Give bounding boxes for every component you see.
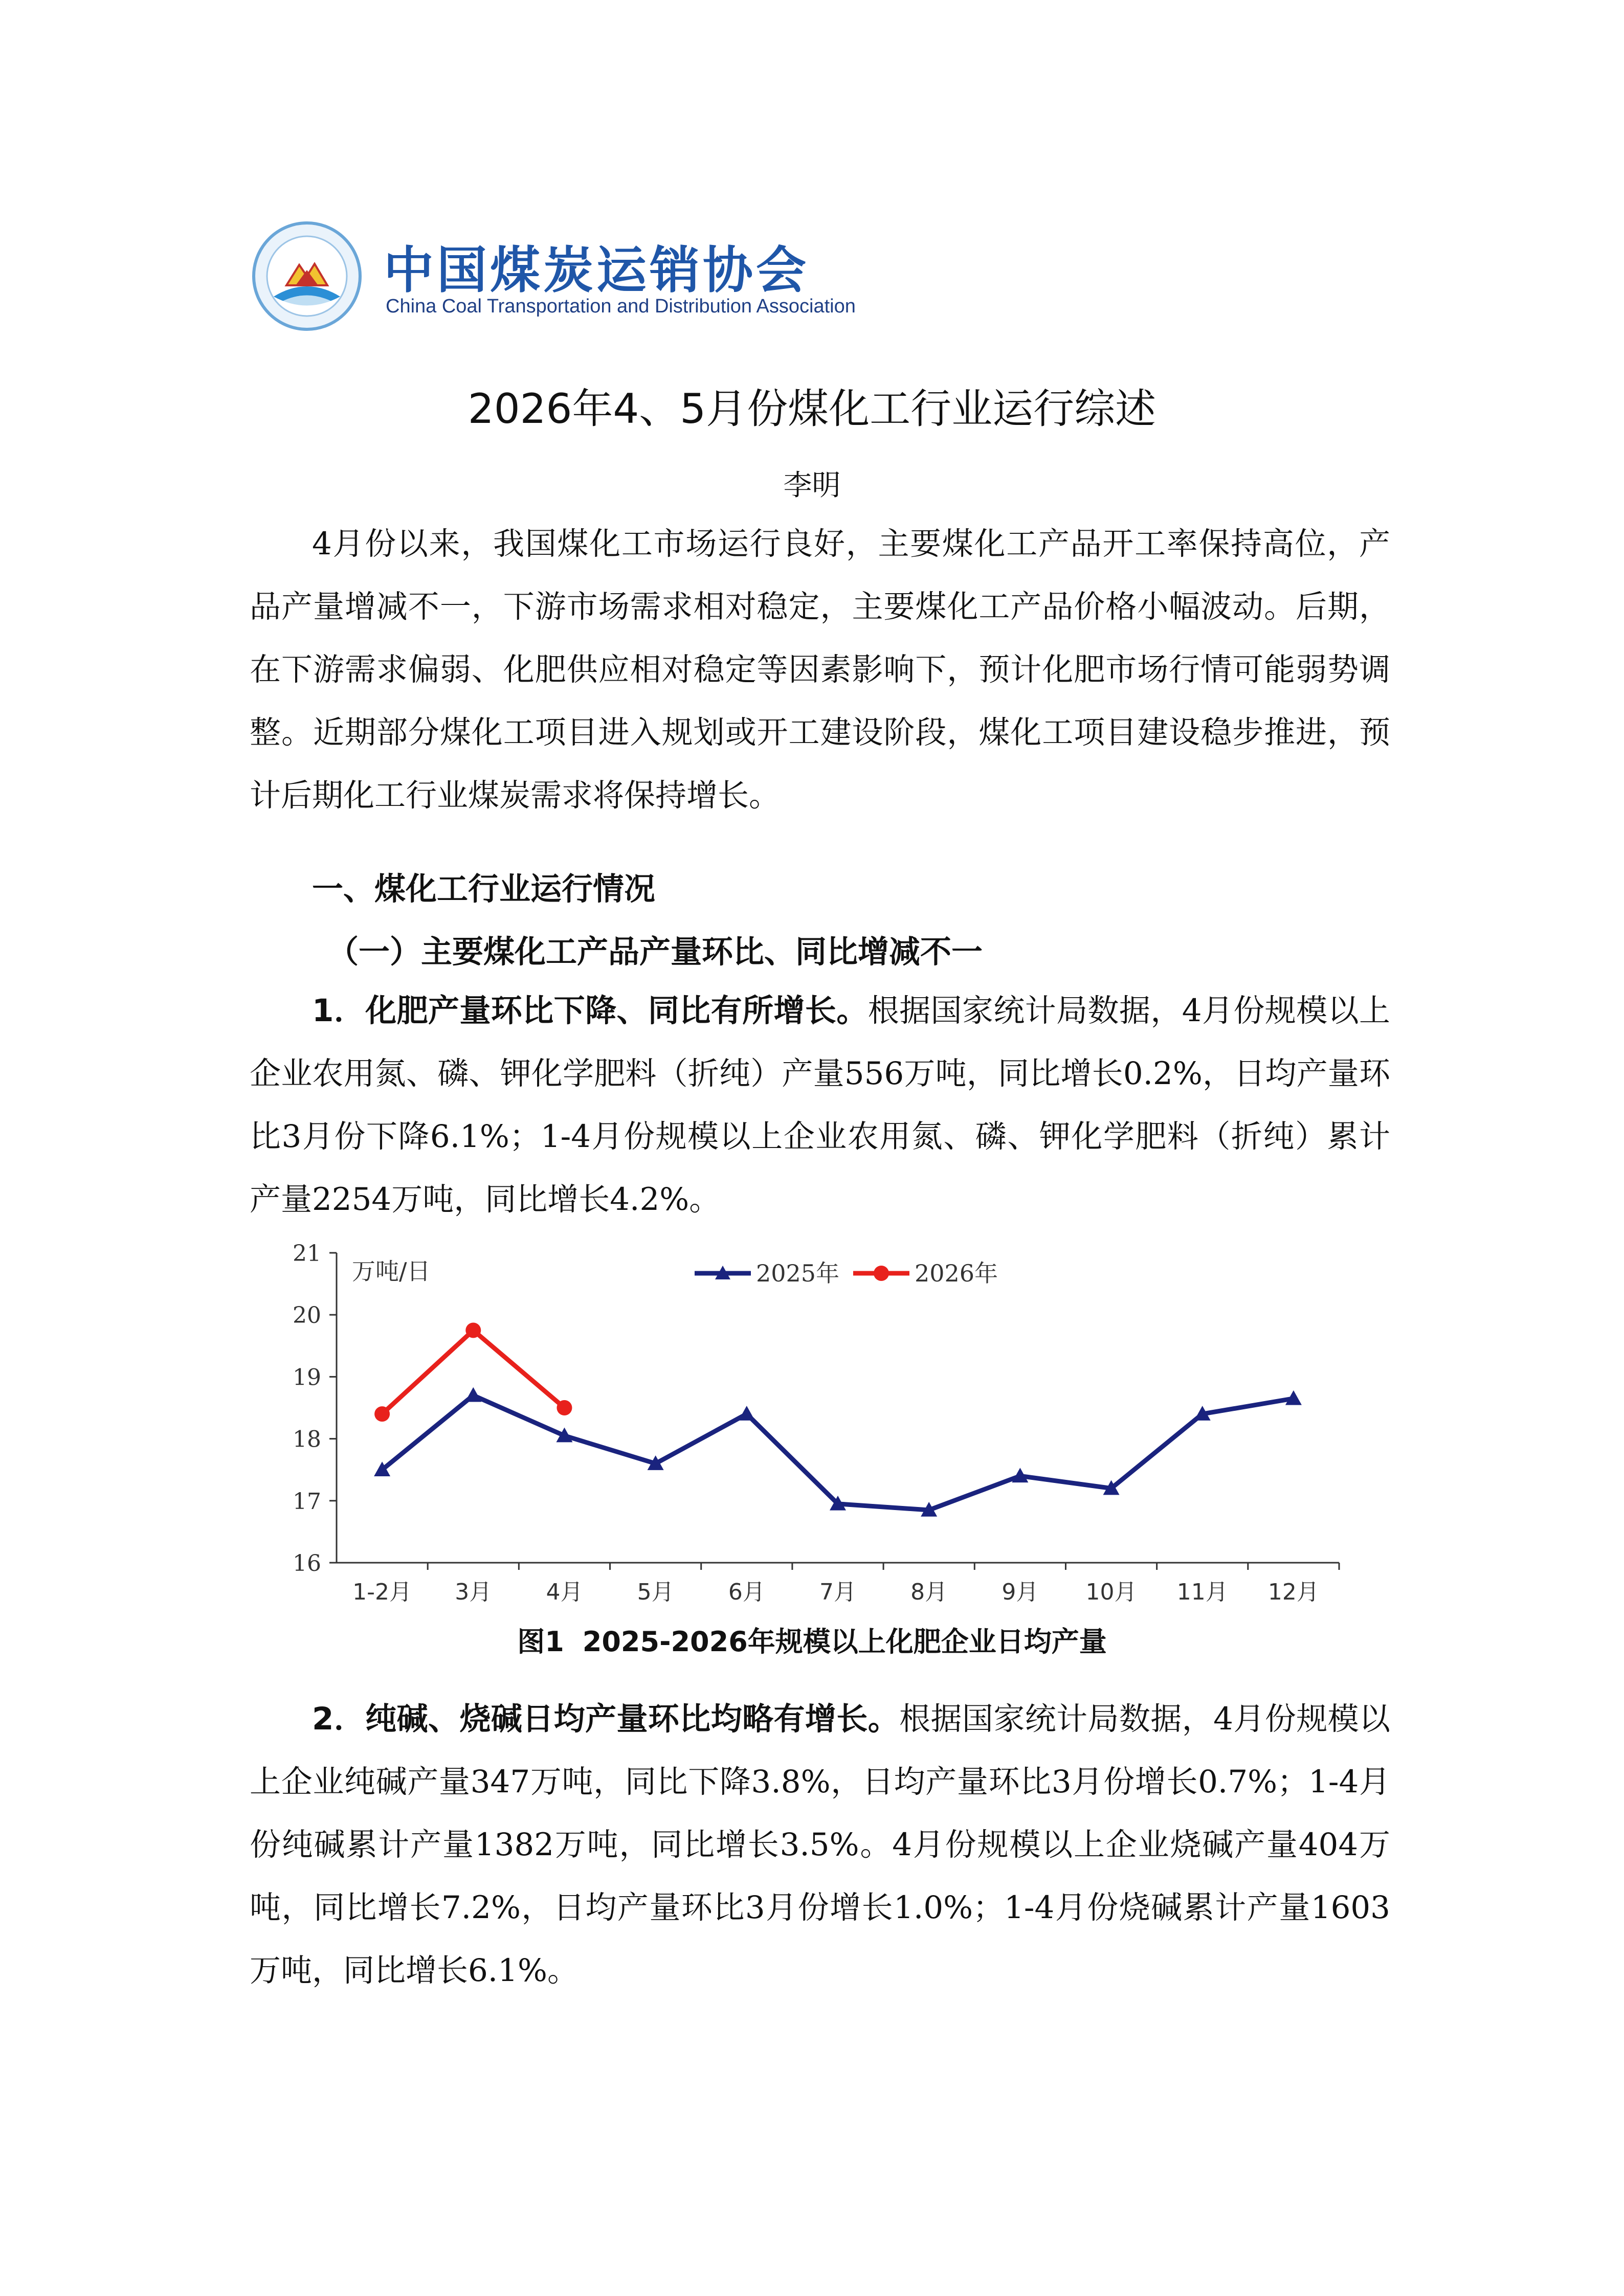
association-logo-icon [251,220,363,332]
data-point-marker [557,1400,572,1415]
data-point-marker [465,1387,481,1402]
y-axis-unit-label: 万吨/日 [352,1257,431,1285]
fertilizer-lead: 1．化肥产量环比下降、同比有所增长。 [312,993,868,1029]
y-tick-label: 17 [293,1488,321,1515]
x-tick-label: 12月 [1267,1579,1319,1605]
fertilizer-daily-output-chart [250,1237,1390,1626]
x-tick-label: 10月 [1085,1579,1137,1605]
org-name-cn: 中国煤炭运销协会 [384,241,810,300]
y-tick-label: 18 [293,1426,321,1453]
intro-paragraph: 4月份以来，我国煤化工市场运行良好，主要煤化工产品开工率保持高位，产品产量增减不一，下游市场需求相对稳定，主要煤化工产品价格小幅波动。后期，在下游需求偏弱、化肥供应相对稳定等因素影响下，预计化肥市场行情可能弱势调整。近期部分煤化工项目进入规划或开工建设阶段，煤化工项目建设稳步推进，预计后期化工行业煤炭需求将保持增长。 [250,526,1390,814]
document-author: 李明 [783,469,841,502]
figure-caption-text: 2025-2026年规模以上化肥企业日均产量 [582,1626,1107,1658]
x-tick-label: 3月 [455,1579,492,1605]
x-tick-label: 7月 [819,1579,856,1605]
x-tick-label: 8月 [910,1579,948,1605]
soda-lead: 2．纯碱、烧碱日均产量环比均略有增长。 [312,1701,900,1737]
x-tick-label: 5月 [637,1579,674,1605]
fertilizer-body: 根据国家统计局数据，4月份规模以上企业农用氮、磷、钾化学肥料（折纯）产量556万吨，同比增长0.2%，日均产量环比3月份下降6.1%；1-4月份规模以上企业农用氮、磷、钾化学肥料（折纯）累计产量2254万吨，同比增长4.2%。 [250,993,1390,1218]
soda-body: 根据国家统计局数据，4月份规模以上企业纯碱产量347万吨，同比下降3.8%，日均产量环比3月份增长0.7%；1-4月份纯碱累计产量1382万吨，同比增长3.5%。4月份规模以上企业烧碱产量404万吨，同比增长7.2%，日均产量环比3月份增长1.0%；1-4月份烧碱累计产量1603万吨，同比增长6.1%。 [250,1701,1390,1989]
x-tick-label: 6月 [728,1579,765,1605]
legend-marker [874,1266,889,1281]
x-tick-label: 1-2月 [352,1579,412,1605]
x-tick-label: 11月 [1176,1579,1228,1605]
y-tick-label: 19 [293,1364,321,1391]
subsection-heading: （一）主要煤化工产品产量环比、同比增减不一 [327,934,983,970]
fertilizer-paragraph [250,979,1390,1231]
document-header [251,220,864,337]
y-tick-label: 20 [293,1302,321,1329]
x-tick-label: 9月 [1002,1579,1039,1605]
soda-paragraph [250,1687,1390,2002]
legend-label: 2026年 [915,1259,998,1287]
y-tick-label: 21 [293,1241,321,1267]
document-title: 2026年4、5月份煤化工行业运行综述 [468,385,1156,433]
legend-label: 2025年 [756,1259,840,1287]
org-name-en: China Coal Transportation and Distribution Association [386,296,856,317]
section-heading: 一、煤化工行业运行情况 [312,871,656,907]
figure-number: 图1 [517,1626,564,1658]
data-point-marker [465,1323,481,1338]
data-point-marker [374,1406,390,1422]
y-tick-label: 16 [293,1550,321,1577]
figure-caption [0,1620,1624,1659]
series-line-1 [382,1395,1294,1510]
x-tick-label: 4月 [546,1579,583,1605]
data-point-marker [739,1406,755,1421]
